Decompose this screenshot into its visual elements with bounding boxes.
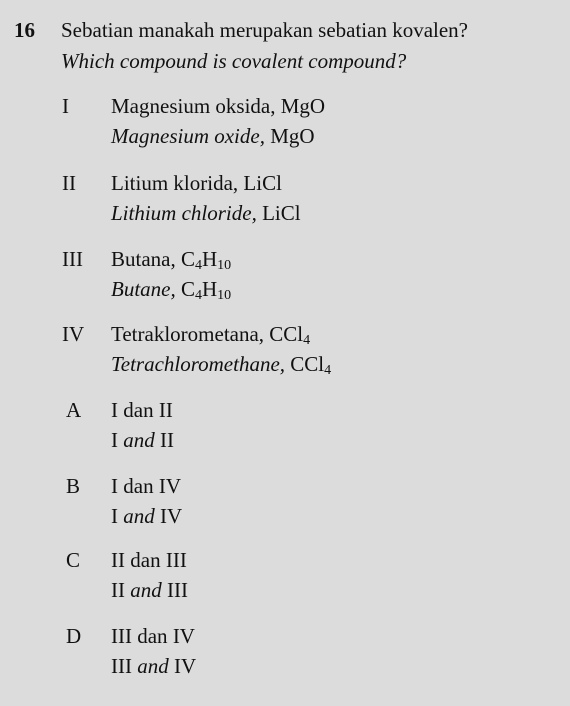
- option-malay-line: I dan IV: [111, 474, 181, 498]
- option-letter: B: [66, 474, 81, 498]
- statement-english-line: [111, 352, 551, 382]
- chemical-formula: MgO: [280, 94, 326, 118]
- chemical-formula: LiCl: [243, 171, 282, 195]
- statement-english-name: Tetrachloromethane,: [111, 352, 286, 376]
- question-stem-malay: Sebatian manakah merupakan sebatian kovalen?: [61, 18, 468, 42]
- option-english-line: II and III: [111, 578, 188, 602]
- statement-english-name: Lithium chloride,: [111, 201, 257, 225]
- statement-malay-name: Butana,: [111, 247, 176, 271]
- question-number: 16: [14, 18, 35, 42]
- statement-malay-name: Magnesium oksida,: [111, 94, 276, 118]
- question-stem-english: Which compound is covalent compound?: [61, 49, 407, 73]
- option-letter: D: [66, 624, 82, 648]
- statement-english-line: [111, 124, 551, 154]
- statement-malay-line: [111, 247, 551, 277]
- chemical-formula: CCl$_4$: [269, 322, 311, 348]
- statement-numeral: IV: [62, 322, 85, 346]
- statement-malay-line: [111, 322, 551, 352]
- option-english-line: III and IV: [111, 654, 197, 678]
- statement-english-line: [111, 277, 551, 307]
- chemical-formula: CCl$_4$: [290, 352, 332, 378]
- chemical-formula: MgO: [270, 124, 315, 148]
- option-malay-line: II dan III: [111, 548, 187, 572]
- statement-malay-line: [111, 94, 551, 124]
- option-malay-line: I dan II: [111, 398, 173, 422]
- statement-english-name: Magnesium oxide,: [111, 124, 265, 148]
- statement-malay-line: [111, 171, 551, 201]
- statement-numeral: III: [62, 247, 83, 271]
- chemical-formula: $C_4H_{10}$: [180, 247, 232, 273]
- statement-numeral: I: [62, 94, 69, 118]
- option-letter: C: [66, 548, 81, 572]
- option-malay-line: III dan IV: [111, 624, 195, 648]
- statement-malay-name: Litium klorida,: [111, 171, 239, 195]
- statement-english-name: Butane,: [111, 277, 176, 301]
- statement-malay-name: Tetraklorometana,: [111, 322, 265, 346]
- statement-english-line: [111, 201, 551, 231]
- question-stem: [61, 18, 561, 80]
- option-english-line: I and IV: [111, 504, 183, 528]
- option-letter: A: [66, 398, 82, 422]
- statement-numeral: II: [62, 171, 76, 195]
- chemical-formula: $C_4H_{10}$: [180, 277, 232, 303]
- chemical-formula: LiCl: [262, 201, 301, 225]
- option-english-line: I and II: [111, 428, 174, 452]
